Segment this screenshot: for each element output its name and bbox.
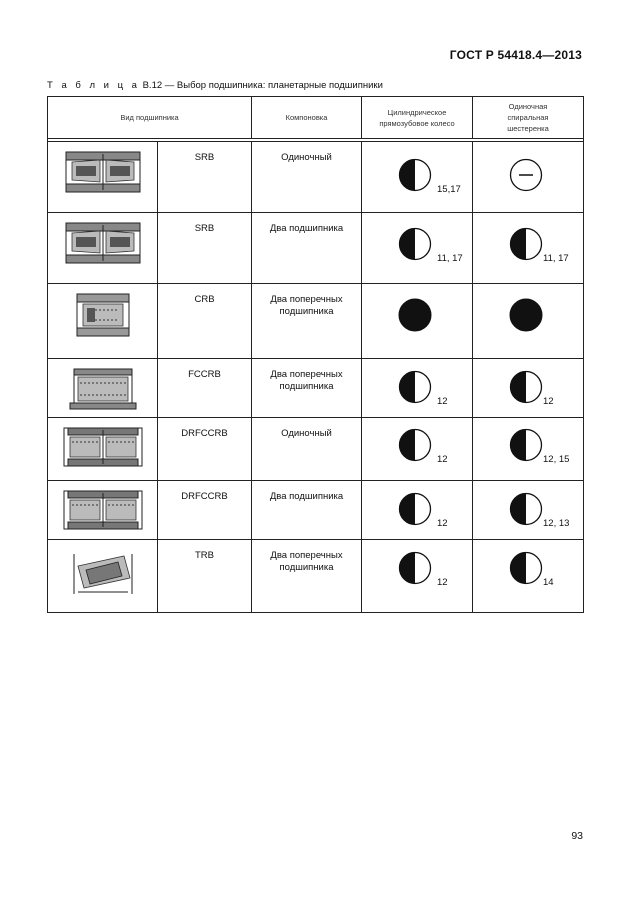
standard-code: ГОСТ Р 54418.4—2013 xyxy=(449,48,582,62)
half-circle-icon xyxy=(398,158,432,192)
bearing-image-cell xyxy=(48,284,158,359)
spur-gear-suitability-symbol xyxy=(398,298,432,332)
page-number: 93 xyxy=(571,830,583,842)
bearing-image-cell xyxy=(48,213,158,284)
spur-gear-references: 12 xyxy=(437,396,448,407)
helical-pinion-suitability-symbol xyxy=(509,551,543,585)
half-circle-icon xyxy=(509,428,543,462)
helical-pinion-suitability-symbol xyxy=(509,428,543,462)
helical-pinion-suitability-cell xyxy=(473,142,584,213)
spur-gear-references: 12 xyxy=(437,577,448,588)
table-row xyxy=(48,540,584,613)
helical-pinion-references: 11, 17 xyxy=(543,253,569,264)
bearing-type-name: DRFCCRB xyxy=(158,418,252,481)
bearing-layout: Одиночный xyxy=(252,142,362,213)
helical-pinion-suitability-symbol xyxy=(509,298,543,332)
spur-gear-suitability-cell xyxy=(362,481,473,540)
helical-pinion-references: 12, 15 xyxy=(543,454,570,465)
half-circle-icon xyxy=(509,227,543,261)
helical-pinion-suitability-cell xyxy=(473,481,584,540)
bearing-type-name: FCCRB xyxy=(158,359,252,418)
double-row-roller-bearing-drawing xyxy=(62,489,144,531)
spur-gear-suitability-cell xyxy=(362,540,473,613)
half-circle-icon xyxy=(398,492,432,526)
helical-pinion-suitability-symbol xyxy=(509,158,543,192)
bearing-layout: Два поперечных подшипника xyxy=(252,540,362,613)
full-complement-roller-bearing-drawing xyxy=(68,367,138,411)
bearing-image-cell xyxy=(48,142,158,213)
helical-pinion-suitability-cell xyxy=(473,540,584,613)
bearing-layout: Два поперечных подшипника xyxy=(252,359,362,418)
table-row xyxy=(48,284,584,359)
helical-pinion-references: 12 xyxy=(543,396,554,407)
spur-gear-references: 12 xyxy=(437,518,448,529)
bearing-type-name: DRFCCRB xyxy=(158,481,252,540)
helical-pinion-suitability-symbol xyxy=(509,492,543,526)
bearing-layout: Одиночный xyxy=(252,418,362,481)
spherical-roller-bearing-drawing xyxy=(64,150,142,194)
caption-text: В.12 — Выбор подшипника: планетарные подшипники xyxy=(139,80,383,91)
full-circle-icon xyxy=(398,298,432,332)
bearing-image-cell xyxy=(48,540,158,613)
helical-pinion-suitability-cell xyxy=(473,418,584,481)
bearing-layout: Два подшипника xyxy=(252,481,362,540)
spur-gear-suitability-symbol xyxy=(398,428,432,462)
helical-pinion-suitability-cell xyxy=(473,213,584,284)
helical-pinion-suitability-cell xyxy=(473,284,584,359)
column-header-layout: Компоновка xyxy=(252,97,362,139)
cylindrical-roller-bearing-drawing xyxy=(73,292,133,338)
double-row-roller-bearing-drawing xyxy=(62,426,144,468)
column-header-helical-pinion: Одиночная спиральная шестеренка xyxy=(473,97,584,139)
spur-gear-suitability-cell xyxy=(362,359,473,418)
half-circle-icon xyxy=(398,227,432,261)
spur-gear-suitability-cell xyxy=(362,418,473,481)
spur-gear-suitability-cell xyxy=(362,142,473,213)
bearing-type-name: TRB xyxy=(158,540,252,613)
bearing-image-cell xyxy=(48,481,158,540)
table-row xyxy=(48,418,584,481)
bearing-type-name: CRB xyxy=(158,284,252,359)
bearing-layout: Два подшипника xyxy=(252,213,362,284)
table-row xyxy=(48,213,584,284)
column-header-type: Вид подшипника xyxy=(48,97,252,139)
half-circle-icon xyxy=(509,370,543,404)
table-row xyxy=(48,359,584,418)
bearing-type-name: SRB xyxy=(158,142,252,213)
helical-pinion-suitability-symbol xyxy=(509,370,543,404)
bearing-type-name: SRB xyxy=(158,213,252,284)
spur-gear-suitability-symbol xyxy=(398,158,432,192)
full-circle-icon xyxy=(509,298,543,332)
tapered-roller-bearing-drawing xyxy=(68,548,138,598)
half-circle-icon xyxy=(398,551,432,585)
helical-pinion-suitability-cell xyxy=(473,359,584,418)
spur-gear-references: 15,17 xyxy=(437,184,461,195)
spur-gear-suitability-symbol xyxy=(398,370,432,404)
spur-gear-references: 12 xyxy=(437,454,448,465)
spur-gear-suitability-symbol xyxy=(398,227,432,261)
column-header-spur-gear: Цилиндрическое прямозубовое колесо xyxy=(362,97,473,139)
bearing-image-cell xyxy=(48,418,158,481)
table-caption xyxy=(47,80,383,91)
half-circle-icon xyxy=(398,428,432,462)
spherical-roller-bearing-drawing xyxy=(64,221,142,265)
spur-gear-suitability-symbol xyxy=(398,551,432,585)
caption-label: Т а б л и ц а xyxy=(47,80,140,91)
half-circle-icon xyxy=(509,551,543,585)
spur-gear-suitability-cell xyxy=(362,213,473,284)
table-row xyxy=(48,142,584,213)
half-circle-icon xyxy=(509,492,543,526)
spur-gear-references: 11, 17 xyxy=(437,253,463,264)
spur-gear-suitability-symbol xyxy=(398,492,432,526)
helical-pinion-references: 14 xyxy=(543,577,554,588)
helical-pinion-references: 12, 13 xyxy=(543,518,570,529)
bearing-image-cell xyxy=(48,359,158,418)
half-circle-icon xyxy=(398,370,432,404)
table-row xyxy=(48,481,584,540)
minus-circle-icon xyxy=(509,158,543,192)
bearing-selection-table xyxy=(47,96,584,613)
bearing-layout: Два поперечных подшипника xyxy=(252,284,362,359)
spur-gear-suitability-cell xyxy=(362,284,473,359)
helical-pinion-suitability-symbol xyxy=(509,227,543,261)
